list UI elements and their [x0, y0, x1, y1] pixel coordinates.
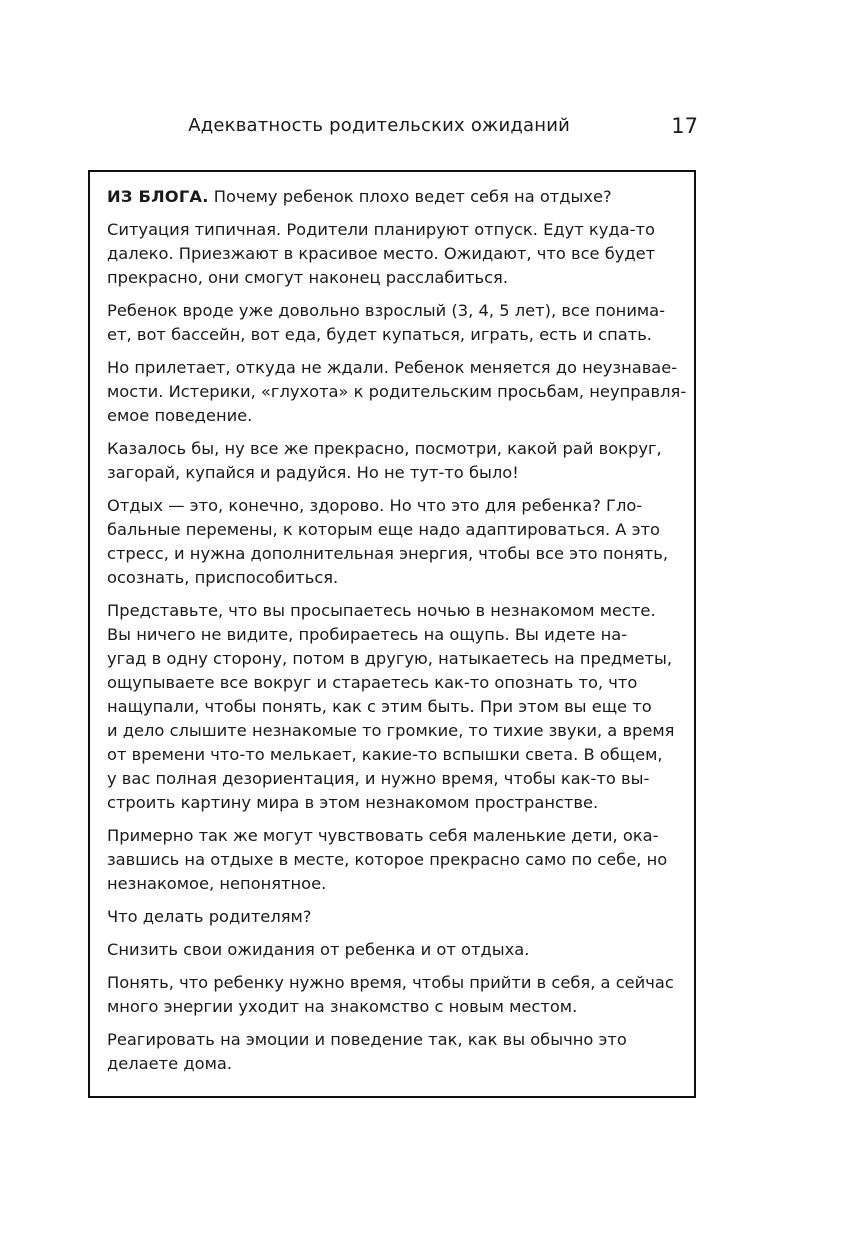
text-line: незнакомое, непонятное. — [107, 874, 327, 893]
blog-title: Почему ребенок плохо ведет себя на отдыхе? — [208, 187, 612, 206]
page-number: 17 — [671, 114, 698, 138]
blog-heading — [107, 185, 694, 209]
paragraph-react-as-home — [107, 1028, 694, 1076]
paragraph-give-time — [107, 971, 694, 1019]
text-line: нащупали, чтобы понять, как с этим быть. При этом вы еще то — [107, 697, 652, 716]
blog-label: ИЗ БЛОГА. — [107, 187, 209, 206]
blog-excerpt-box — [88, 170, 696, 1098]
text-line: у вас полная дезориентация, и нужно время, чтобы как-то вы- — [107, 769, 650, 788]
text-line: Ситуация типичная. Родители планируют отпуск. Едут куда-то — [107, 220, 655, 239]
text-line: Вы ничего не видите, пробираетесь на ощупь. Вы идете на- — [107, 625, 628, 644]
text-line: угад в одну сторону, потом в другую, натыкаетесь на предметы, — [107, 649, 672, 668]
text-line: стресс, и нужна дополнительная энергия, чтобы все это понять, — [107, 544, 669, 563]
text-line: Понять, что ребенку нужно время, чтобы прийти в себя, а сейчас — [107, 973, 674, 992]
text-line: Что делать родителям? — [107, 907, 312, 926]
running-head-title: Адекватность родительских ожиданий — [188, 115, 570, 136]
text-line: много энергии уходит на знакомство с новым местом. — [107, 997, 578, 1016]
text-line: ощупываете все вокруг и стараетесь как-то опознать то, что — [107, 673, 638, 692]
text-line: Примерно так же могут чувствовать себя маленькие дети, ока- — [107, 826, 659, 845]
text-line: осознать, приспособиться. — [107, 568, 339, 587]
text-line: делаете дома. — [107, 1054, 233, 1073]
text-line: ет, вот бассейн, вот еда, будет купаться, играть, есть и спать. — [107, 325, 652, 344]
text-line: Представьте, что вы просыпаетесь ночью в незнакомом месте. — [107, 601, 656, 620]
paragraph-situation — [107, 218, 694, 290]
paragraph-imagine — [107, 599, 694, 815]
text-line: загорай, купайся и радуйся. Но не тут-то было! — [107, 463, 519, 482]
text-line: емое поведение. — [107, 406, 253, 425]
text-line: Снизить свои ожидания от ребенка и от отдыха. — [107, 940, 530, 959]
text-line: Отдых — это, конечно, здорово. Но что это для ребенка? Гло- — [107, 496, 643, 515]
text-line: Казалось бы, ну все же прекрасно, посмотри, какой рай вокруг, — [107, 439, 662, 458]
paragraph-rest-is-stress — [107, 494, 694, 590]
paragraph-paradise — [107, 437, 694, 485]
text-line: строить картину мира в этом незнакомом пространстве. — [107, 793, 599, 812]
text-line: Реагировать на эмоции и поведение так, как вы обычно это — [107, 1030, 627, 1049]
text-line: Но прилетает, откуда не ждали. Ребенок меняется до неузнавае- — [107, 358, 678, 377]
text-line: далеко. Приезжают в красивое место. Ожидают, что все будет — [107, 244, 656, 263]
paragraph-small-children — [107, 824, 694, 896]
text-line: завшись на отдыхе в месте, которое прекрасно само по себе, но — [107, 850, 668, 869]
text-line: мости. Истерики, «глухота» к родительским просьбам, неуправля- — [107, 382, 687, 401]
text-line: и дело слышите незнакомые то громкие, то тихие звуки, а время — [107, 721, 675, 740]
text-line: Ребенок вроде уже довольно взрослый (3, 4, 5 лет), все понима- — [107, 301, 666, 320]
text-line: бальные перемены, к которым еще надо адаптироваться. А это — [107, 520, 660, 539]
paragraph-lower-expectations — [107, 938, 694, 962]
paragraph-unexpected — [107, 356, 694, 428]
text-line: от времени что-то мелькает, какие-то вспышки света. В общем, — [107, 745, 663, 764]
paragraph-question — [107, 905, 694, 929]
text-line: прекрасно, они смогут наконец расслабиться. — [107, 268, 509, 287]
paragraph-child-age — [107, 299, 694, 347]
